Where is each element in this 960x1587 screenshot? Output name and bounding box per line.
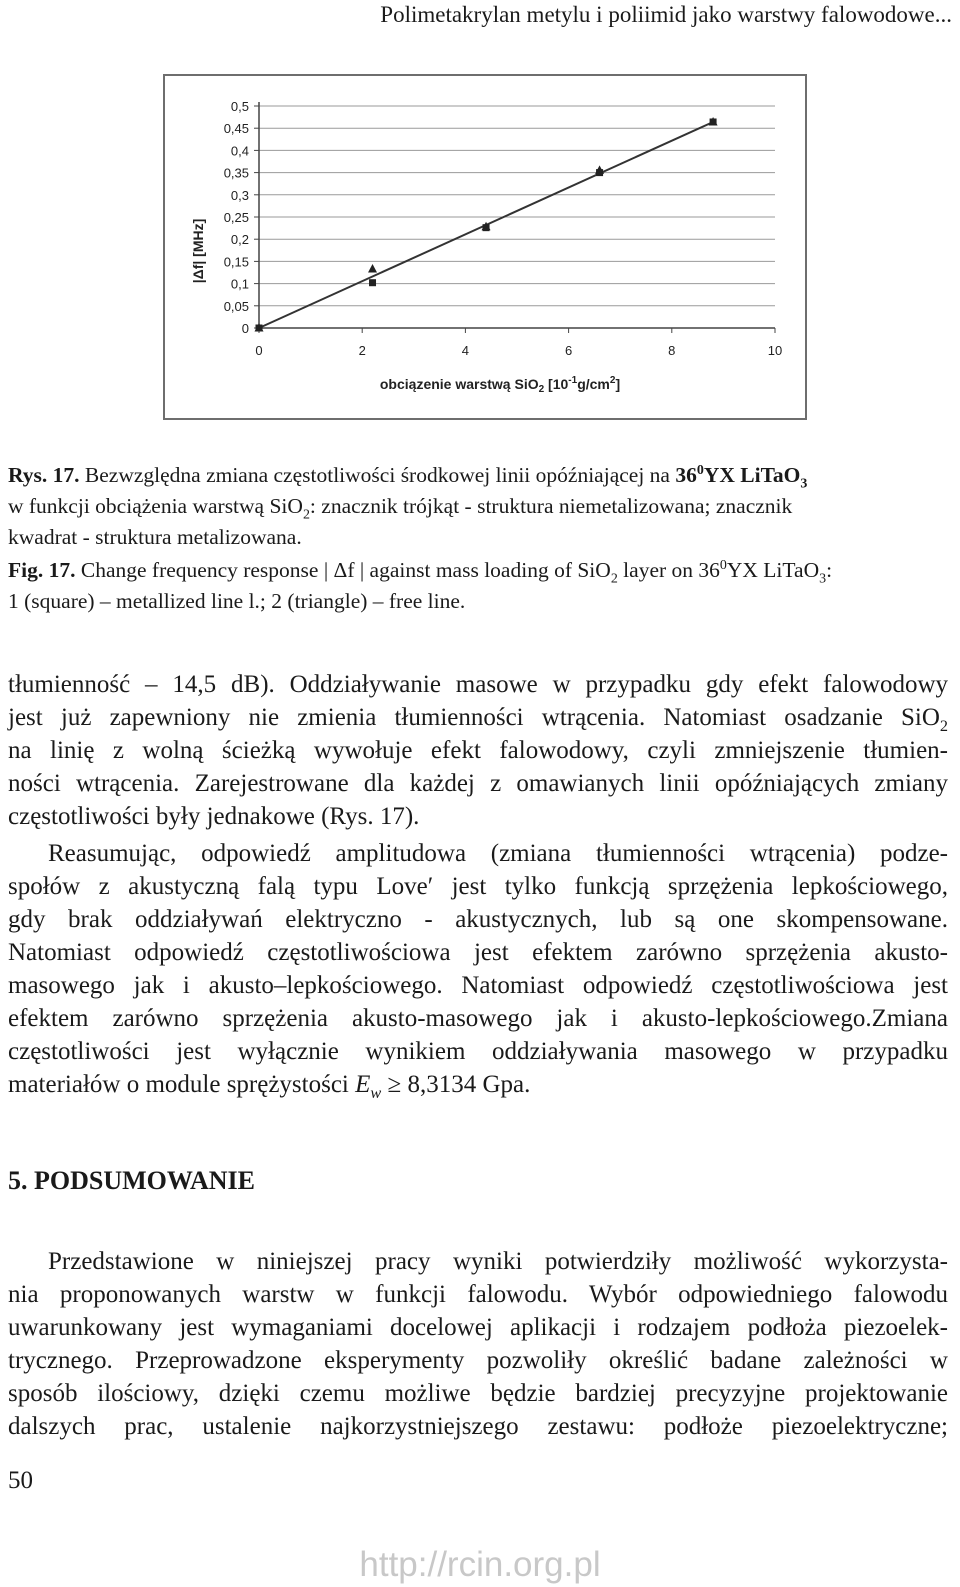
body-line: społów z akustyczną falą typu Love′ jest tylko funkcją sprzężenia lepkościowego, bbox=[8, 873, 948, 900]
body-line: uwarunkowany jest wymaganiami docelowej aplikacji i rodzajem podłoża piezoelek- bbox=[8, 1314, 948, 1341]
figure-17-chart bbox=[163, 74, 807, 420]
y-tick-label: 0,05 bbox=[223, 298, 249, 314]
body-line: gdy brak oddziaływań elektryczno - akustycznych, lub są one skompensowane. bbox=[8, 906, 948, 933]
x-tick-label: 10 bbox=[767, 343, 783, 358]
body-line: dalszych prac, ustalenie najkorzystniejszego zestawu: podłoże piezoelektryczne; bbox=[8, 1413, 948, 1440]
caption-pl-line3: kwadrat - struktura metalizowana. bbox=[8, 525, 302, 549]
caption-en-label: Fig. 17. bbox=[8, 558, 76, 582]
x-tick-label: 6 bbox=[564, 343, 573, 358]
triangle-marker bbox=[368, 264, 377, 273]
body-line: częstotliwości były jednakowe (Rys. 17). bbox=[8, 803, 420, 830]
body-line: częstotliwości jest wyłącznie wynikiem oddziaływania masowego w przypadku bbox=[8, 1038, 948, 1065]
body-line: materiałów o module sprężystości $E_w \ge 8,3134$ Gpa. bbox=[8, 1071, 531, 1102]
y-tick-label: 0,25 bbox=[223, 210, 249, 225]
body-line: trycznego. Przeprowadzone eksperymenty pozwoliły określić badane zależności w bbox=[8, 1347, 948, 1374]
y-tick-label: 0,15 bbox=[223, 254, 249, 270]
x-tick-label: 4 bbox=[461, 343, 470, 358]
x-tick-label: 8 bbox=[668, 343, 676, 358]
x-tick-label: 0 bbox=[255, 343, 263, 358]
section-heading: 5. PODSUMOWANIE bbox=[8, 1166, 256, 1195]
page-number: 50 bbox=[8, 1467, 33, 1494]
x-axis-title: obciązenie warstwą SiO$_2$ $[10^{-1}g/cm^2]$ bbox=[379, 375, 621, 395]
square-marker bbox=[369, 279, 376, 286]
y-tick-label: 0,1 bbox=[230, 276, 249, 292]
body-line: efektem zarówno sprzężenia akusto-masowego jak i akusto-lepkościowego.Zmiana bbox=[8, 1005, 948, 1032]
body-line: Reasumując, odpowiedź amplitudowa (zmiana tłumienności wtrącenia) podze- bbox=[48, 840, 948, 867]
caption-pl-line2: w funkcji obciążenia warstwą SiO$_2$: znacznik trójkąt - struktura niemetalizowana; znacznik bbox=[8, 494, 793, 523]
watermark-url: http://rcin.org.pl bbox=[359, 1545, 601, 1584]
y-axis-title: |Δf| [MHz] bbox=[190, 218, 206, 284]
caption-pl-label: Rys. 17. bbox=[8, 463, 80, 487]
body-line: ności wtrącenia. Zarejestrowane dla każdej z omawianych linii opóźniających zmiany bbox=[8, 770, 948, 797]
x-tick-label: 2 bbox=[358, 343, 366, 358]
y-tick-label: 0,3 bbox=[230, 187, 249, 203]
y-tick-label: 0 bbox=[241, 321, 249, 336]
caption-en-line1: Fig. 17. Change frequency response | Δf | against mass loading of SiO$_2$ layer on $36^0YX$ LiTaO$_3$: bbox=[8, 557, 833, 587]
y-tick-label: 0,4 bbox=[230, 143, 249, 159]
y-tick-label: 0,35 bbox=[223, 165, 249, 181]
body-line: Natomiast odpowiedź częstotliwościowa jest efektem zarówno sprzężenia akusto- bbox=[8, 939, 948, 966]
caption-pl-line1: Rys. 17. Bezwzględna zmiana częstotliwości środkowej linii opóźniającej na $36^0YX$ LiTaO$_3$ bbox=[8, 462, 808, 492]
running-title: Polimetakrylan metylu i poliimid jako warstwy falowodowe... bbox=[380, 2, 952, 27]
y-tick-label: 0,5 bbox=[230, 99, 249, 114]
caption-en-line2: 1 (square) – metallized line l.; 2 (triangle) – free line. bbox=[8, 589, 466, 613]
body-line: na linię z wolną ścieżką wywołuje efekt falowodowy, czyli zmniejszenie tłumien- bbox=[8, 737, 948, 764]
y-tick-label: 0,45 bbox=[223, 121, 249, 137]
body-line: tłumienność – 14,5 dB). Oddziaływanie masowe w przypadku gdy efekt falowodowy bbox=[8, 671, 948, 698]
body-line: Przedstawione w niniejszej pracy wyniki potwierdziły możliwość wykorzysta- bbox=[48, 1248, 948, 1275]
y-tick-label: 0,2 bbox=[230, 232, 249, 248]
body-line: sposób ilościowy, dzięki czemu możliwe będzie bardziej precyzyjne projektowanie bbox=[8, 1380, 948, 1407]
body-line: nia proponowanych warstw w funkcji falowodu. Wybór odpowiedniego falowodu bbox=[8, 1281, 948, 1308]
body-line: jest już zapewniony nie zmienia tłumienności wtrącenia. Natomiast osadzanie SiO$_2$ bbox=[8, 704, 948, 735]
body-line: masowego jak i akusto–lepkościowego. Natomiast odpowiedź częstotliwościowa jest bbox=[8, 972, 948, 999]
chart-svg bbox=[165, 76, 809, 422]
